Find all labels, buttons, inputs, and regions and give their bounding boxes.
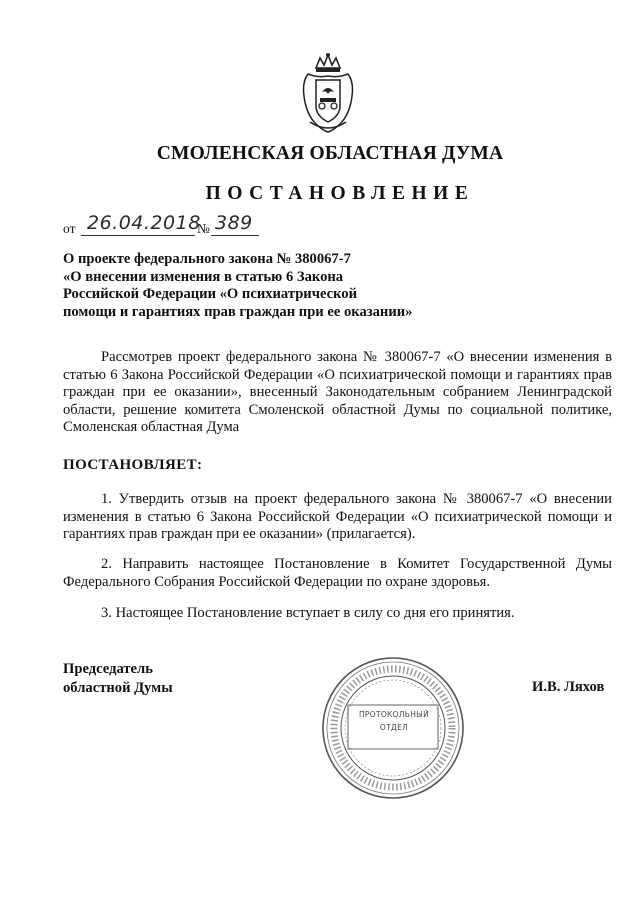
signer-title-line: Председатель — [63, 661, 153, 677]
date-label: от — [63, 221, 76, 236]
subject-line: помощи и гарантиях прав граждан при ее оказании» — [63, 303, 413, 320]
subject-line: «О внесении изменения в статью 6 Закона — [63, 268, 344, 285]
signer-title — [63, 660, 173, 698]
document-subject — [63, 251, 443, 321]
document-type: ПОСТАНОВЛЕНИЕ — [205, 183, 475, 204]
resolution-item: 3. Настоящее Постановление вступает в силу со дня его принятия. — [101, 605, 515, 621]
number-underline — [211, 235, 259, 236]
subject-line: О проекте федерального закона № 380067-7 — [63, 251, 351, 267]
signer-name: И.В. Ляхов — [532, 679, 605, 695]
coat-of-arms-icon — [296, 52, 360, 136]
number-value: 389 — [215, 212, 253, 234]
stamp-text-line: ОТДЕЛ — [379, 723, 409, 732]
organization-name: СМОЛЕНСКАЯ ОБЛАСТНАЯ ДУМА — [156, 143, 504, 164]
stamp-inner-text — [348, 708, 440, 734]
stamp-text-line: ПРОТОКОЛЬНЫЙ — [358, 710, 430, 719]
date-value: 26.04.2018 — [87, 212, 201, 234]
subject-line: Российской Федерации «О психиатрической — [63, 286, 358, 302]
number-label: № — [197, 221, 210, 236]
resolution-item: 1. Утвердить отзыв на проект федерального закона № 380067-7 «О внесении изменения в статью 6 Закона Российской Федерации «О психиатрической помощи и гарантиях прав граждан при ее оказании» (прилагается). — [63, 491, 612, 543]
resolution-item: 2. Направить настоящее Постановление в Комитет Государственной Думы Федерального Собрания Российской Федерации по охране здоровья. — [63, 556, 612, 590]
preamble-paragraph: Рассмотрев проект федерального закона № 380067-7 «О внесении изменения в статью 6 Закона Российской Федерации «О психиатрической помощи и гарантиях прав граждан при ее оказании», внесенный Законодательным собранием Ленинградской области, решение комитета Смоленской областной Думы по социальной политике, Смоленская областная Дума — [63, 349, 612, 436]
date-underline — [81, 235, 195, 236]
resolve-heading: ПОСТАНОВЛЯЕТ: — [63, 457, 203, 473]
signer-title-line: областной Думы — [63, 680, 173, 696]
